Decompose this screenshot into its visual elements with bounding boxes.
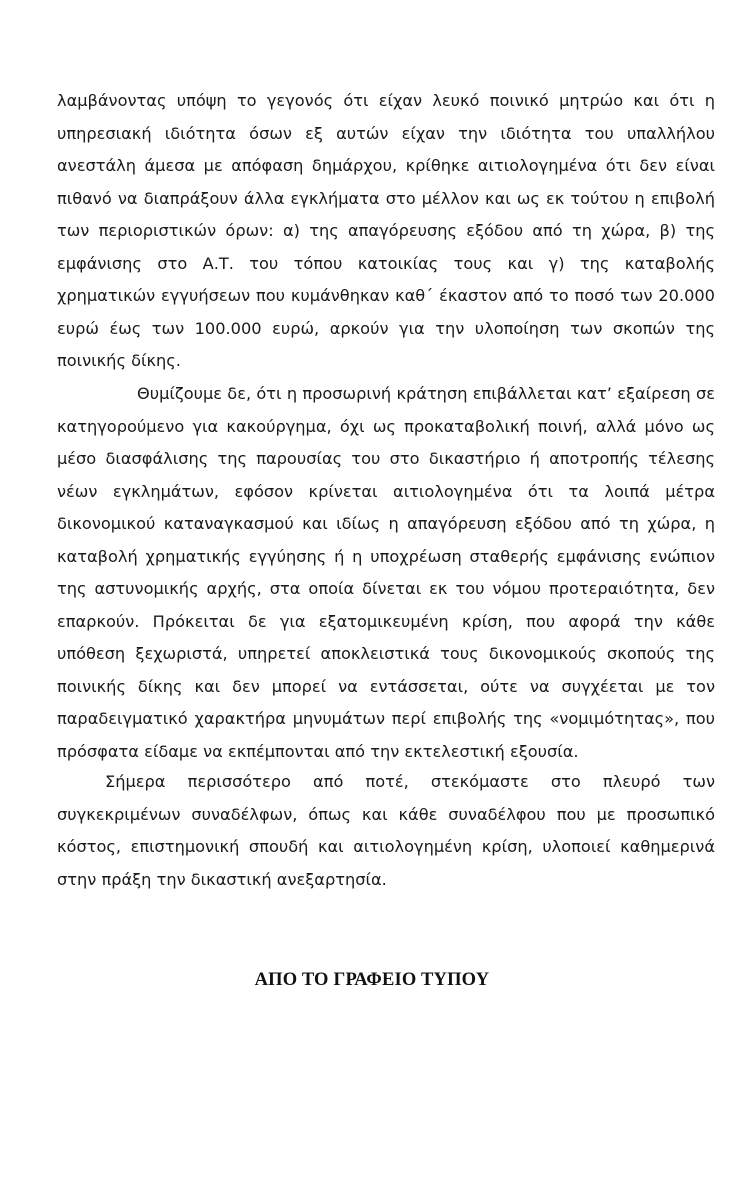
paragraph-text: λαμβάνοντας υπόψη το γεγονός ότι είχαν λευκό ποινικό μητρώο και ότι η υπηρεσιακή ιδιότητα όσων εξ αυτών είχαν την ιδιότητα του υπαλλήλου ανεστάλη άμεσα με απόφαση δημάρχου, κρίθηκε αιτιολογημένα ότι δεν είναι πιθανό να διαπράξουν άλλα εγκλήματα στο μέλλον και ως εκ τούτου η επιβολή των περιοριστικών όρων: α) της απαγόρευσης εξόδου από τη χώρα, β) της εμφάνισης στο Α.Τ. του τόπου κατοικίας τους και γ) της καταβολής χρηματικών εγγυήσεων που κυμάνθηκαν καθ΄ έκαστον από το ποσό των 20.000 ευρώ έως των 100.000 ευρώ, αρκούν για την υλοποίηση των σκοπών της ποινικής δίκης. — [57, 91, 715, 370]
paragraph-text: Θυμίζουμε δε, ότι η προσωρινή κράτηση επιβάλλεται κατ’ εξαίρεση σε κατηγορούμενο για κακούργημα, όχι ως προκαταβολική ποινή, αλλά μόνο ως μέσο διασφάλισης της παρουσίας του στο δικαστήριο ή αποτροπής τέλεσης νέων εγκλημάτων, εφόσον κρίνεται αιτιολογημένα ότι τα λοιπά μέτρα δικονομικού καταναγκασμού και ιδίως η απαγόρευση εξόδου από τη χώρα, η καταβολή χρηματικής εγγύησης ή η υποχρέωση σταθερής εμφάνισης ενώπιον της αστυνομικής αρχής, στα οποία δίνεται εκ του νόμου προτεραιότητα, δεν επαρκούν. Πρόκειται δε για εξατομικευμένη κρίση, που αφορά την κάθε υπόθεση ξεχωριστά, υπηρετεί αποκλειστικά τους δικονομικούς σκοπούς της ποινικής δίκης και δεν μπορεί να εντάσσεται, ούτε να συγχέεται με τον παραδειγματικό χαρακτήρα μηνυμάτων περί επιβολής της «νομιμότητας», που πρόσφατα είδαμε να εκπέμπονται από την εκτελεστική εξουσία. — [57, 384, 715, 761]
press-office-signature: ΑΠΟ ΤΟ ΓΡΑΦΕΙΟ ΤΥΠΟΥ — [254, 970, 490, 990]
paragraph-solidarity — [57, 766, 715, 896]
paragraph-text: Σήμερα περισσότερο από ποτέ, στεκόμαστε στο πλευρό των συγκεκριμένων συναδέλφων, όπως και κάθε συναδέλφου που με προσωπικό κόστος, επιστημονική σπουδή και αιτιολογημένη κρίση, υλοποιεί καθημερινά στην πράξη την δικαστική ανεξαρτησία. — [57, 772, 715, 889]
paragraph-continued — [57, 85, 715, 378]
paragraph-reminder — [57, 378, 715, 768]
